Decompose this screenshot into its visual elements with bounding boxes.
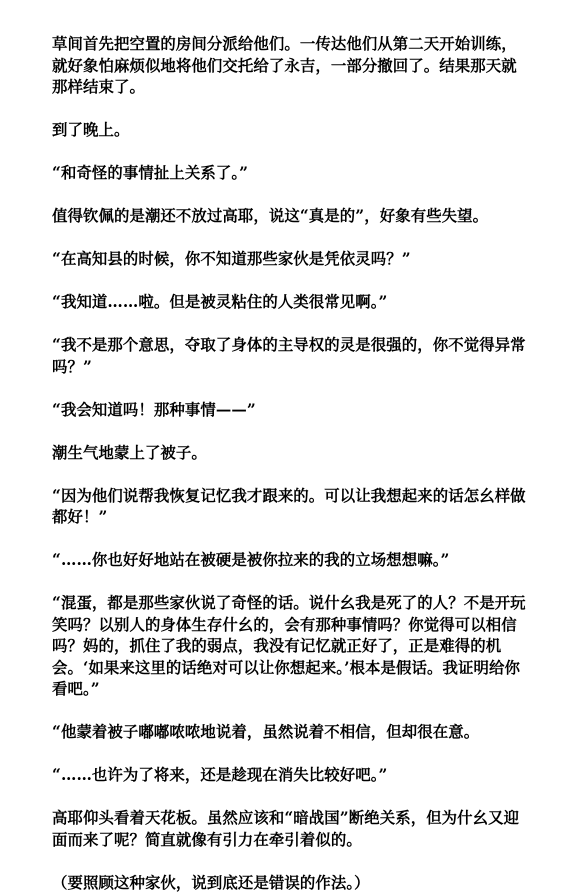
paragraph-16: （要照顾这种家伙，说到底还是错误的作法。） <box>52 873 532 894</box>
paragraph-spacer <box>52 464 532 486</box>
paragraph-4: 值得钦佩的是潮还不放过高耶，说这“真是的”，好象有些失望。 <box>52 206 532 228</box>
paragraph-spacer <box>52 378 532 400</box>
paragraph-spacer <box>52 185 532 207</box>
paragraph-spacer <box>52 421 532 443</box>
paragraph-3: “和奇怪的事情扯上关系了。” <box>52 163 532 185</box>
paragraph-9: 潮生气地蒙上了被子。 <box>52 443 532 465</box>
paragraph-spacer <box>52 228 532 250</box>
paragraph-spacer <box>52 271 532 293</box>
paragraph-8: “我会知道吗！那种事情——” <box>52 400 532 422</box>
paragraph-10: “因为他们说帮我恢复记忆我才跟来的。可以让我想起来的话怎幺样做都好！” <box>52 486 532 529</box>
paragraph-spacer <box>52 314 532 336</box>
paragraph-6: “我知道……啦。但是被灵粘住的人类很常见啊。” <box>52 292 532 314</box>
paragraph-spacer <box>52 529 532 551</box>
paragraph-spacer <box>52 572 532 594</box>
paragraph-spacer <box>52 787 532 809</box>
paragraph-11: “……你也好好地站在被硬是被你拉来的我的立场想想嘛。” <box>52 550 532 572</box>
document-page <box>52 34 532 894</box>
paragraph-15: 高耶仰头看着天花板。虽然应该和“暗战国”断绝关系，但为什幺又迎面而来了呢？简直就像有引力在牵引着似的。 <box>52 808 532 851</box>
paragraph-5: “在高知县的时候，你不知道那些家伙是凭依灵吗？” <box>52 249 532 271</box>
paragraph-spacer <box>52 851 532 873</box>
paragraph-spacer <box>52 701 532 723</box>
paragraph-2: 到了晚上。 <box>52 120 532 142</box>
paragraph-12: “混蛋，都是那些家伙说了奇怪的话。说什幺我是死了的人？不是开玩笑吗？以别人的身体生存什幺的，会有那种事情吗？你觉得可以相信吗？妈的，抓住了我的弱点，我没有记忆就正好了，正是难得的机会。‘如果来这里的话绝对可以让你想起来。’根本是假话。我证明给你看吧。” <box>52 593 532 701</box>
paragraph-7: “我不是那个意思，夺取了身体的主导权的灵是很强的，你不觉得异常吗？” <box>52 335 532 378</box>
paragraph-spacer <box>52 744 532 766</box>
paragraph-14: “……也许为了将来，还是趁现在消失比较好吧。” <box>52 765 532 787</box>
paragraph-spacer <box>52 99 532 121</box>
paragraph-1: 草间首先把空置的房间分派给他们。一传达他们从第二天开始训练，就好象怕麻烦似地将他们交托给了永吉，一部分撤回了。结果那天就那样结束了。 <box>52 34 532 99</box>
paragraph-13: “他蒙着被子嘟嘟哝哝地说着，虽然说着不相信，但却很在意。 <box>52 722 532 744</box>
paragraph-spacer <box>52 142 532 164</box>
